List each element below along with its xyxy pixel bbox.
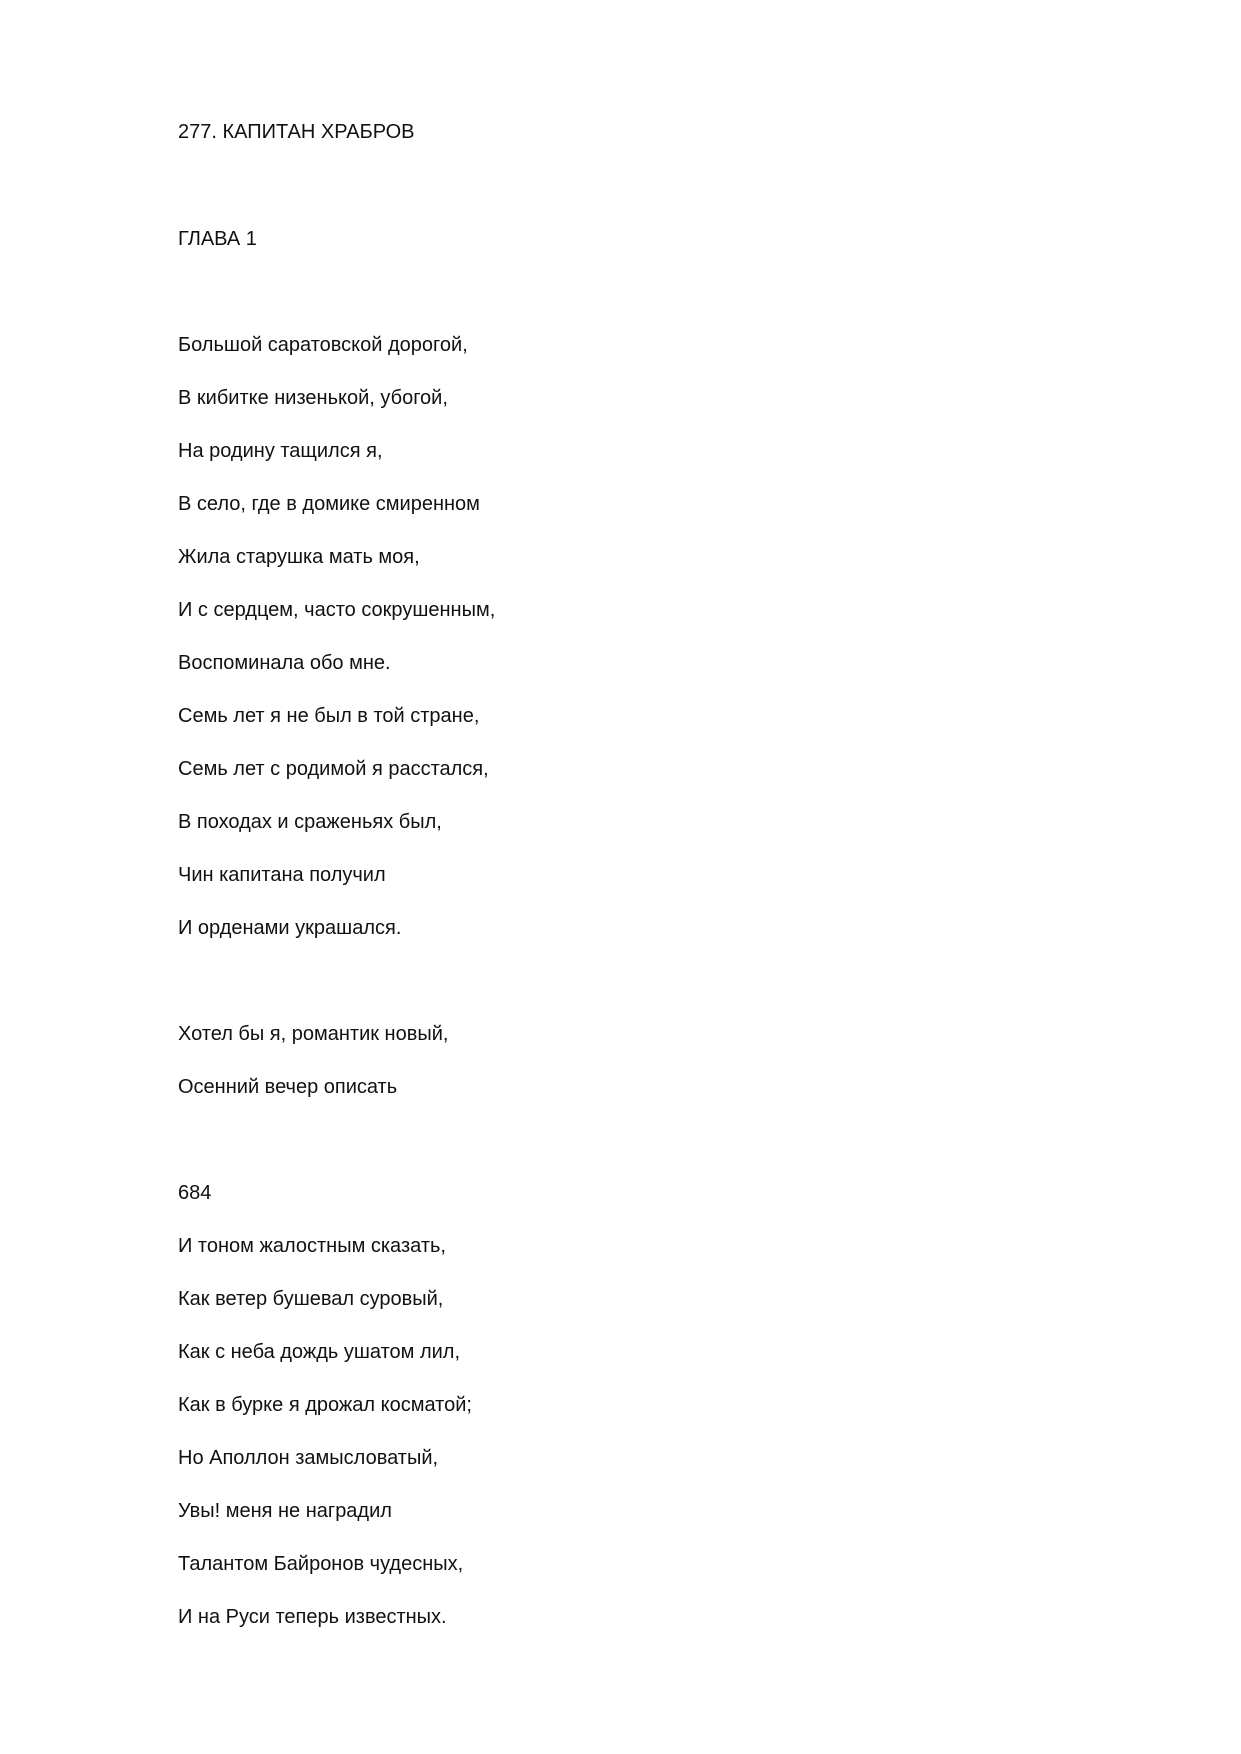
verse-line: Большой саратовской дорогой, <box>178 334 468 356</box>
verse-line: И тоном жалостным сказать, <box>178 1235 446 1257</box>
verse-line: Но Аполлон замысловатый, <box>178 1447 439 1469</box>
verse-line: И с сердцем, часто сокрушенным, <box>178 599 496 621</box>
verse-line: Жила старушка мать моя, <box>178 546 420 568</box>
verse-line: Как ветер бушевал суровый, <box>178 1288 444 1310</box>
verse-line: Чин капитана получил <box>178 864 386 886</box>
verse-line: И орденами украшался. <box>178 917 402 939</box>
poem-title: 277. КАПИТАН ХРАБРОВ <box>178 121 415 143</box>
verse-line: Семь лет я не был в той стране, <box>178 705 480 727</box>
verse-line: Семь лет с родимой я расстался, <box>178 758 489 780</box>
verse-line: Талантом Байронов чудесных, <box>178 1553 464 1575</box>
verse-line: В кибитке низенькой, убогой, <box>178 387 448 409</box>
verse-line: Хотел бы я, романтик новый, <box>178 1023 449 1045</box>
page-number: 684 <box>178 1182 212 1204</box>
verse-line: На родину тащился я, <box>178 440 383 462</box>
verse-line: Осенний вечер описать <box>178 1076 398 1098</box>
chapter-heading: ГЛАВА 1 <box>178 228 257 250</box>
verse-line: Увы! меня не наградил <box>178 1500 392 1522</box>
verse-line: Как в бурке я дрожал косматой; <box>178 1394 472 1416</box>
verse-line: В село, где в домике смиренном <box>178 493 480 515</box>
verse-line: Как с неба дождь ушатом лил, <box>178 1341 461 1363</box>
verse-line: И на Руси теперь известных. <box>178 1606 447 1628</box>
verse-line: Воспоминала обо мне. <box>178 652 391 674</box>
verse-line: В походах и сраженьях был, <box>178 811 442 833</box>
